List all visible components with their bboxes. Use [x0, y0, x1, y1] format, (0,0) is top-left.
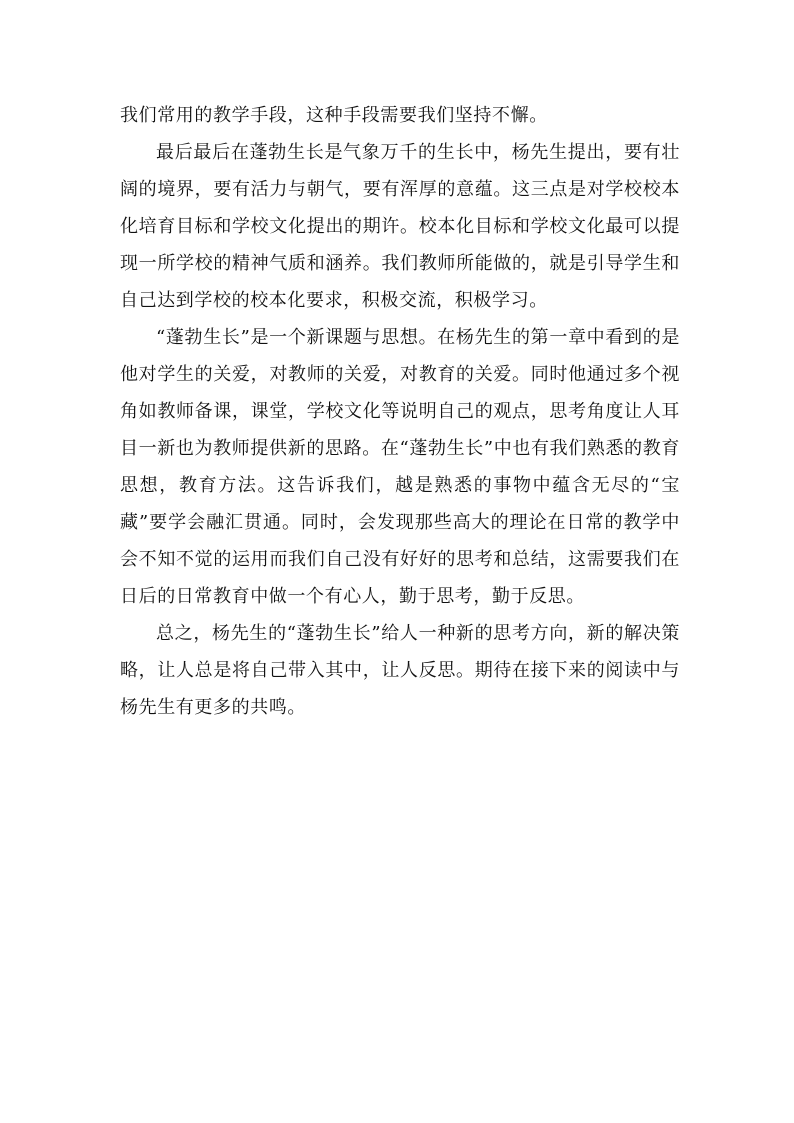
paragraph-new-topic: “蓬勃生长”是一个新课题与思想。在杨先生的第一章中看到的是他对学生的关爱，对教师的关爱，对教育的关爱。同时他通过多个视角如教师备课，课堂，学校文化等说明自己的观点，思考角度让人耳目一新也为教师提供新的思路。在“蓬勃生长”中也有我们熟悉的教育思想，教育方法。这告诉我们，越是熟悉的事物中蕴含无尽的“宝藏”要学会融汇贯通。同时，会发现那些高大的理论在日常的教学中会不知不觉的运用而我们自己没有好好的思考和总结，这需要我们在日后的日常教育中做一个有心人，勤于思考，勤于反思。	[120, 327, 680, 607]
document-body	[120, 97, 680, 726]
paragraph-school-culture: 最后最后在蓬勃生长是气象万千的生长中，杨先生提出，要有壮阔的境界，要有活力与朝气，要有浑厚的意蕴。这三点是对学校校本化培育目标和学校文化提出的期许。校本化目标和学校文化最可以提现一所学校的精神气质和涵养。我们教师所能做的，就是引导学生和自己达到学校的校本化要求，积极交流，积极学习。	[120, 142, 680, 311]
paragraph-conclusion: 总之，杨先生的“蓬勃生长”给人一种新的思考方向，新的解决策略，让人总是将自己带入其中，让人反思。期待在接下来的阅读中与杨先生有更多的共鸣。	[120, 623, 680, 718]
paragraph-continuation: 我们常用的教学手段，这种手段需要我们坚持不懈。	[120, 105, 548, 126]
